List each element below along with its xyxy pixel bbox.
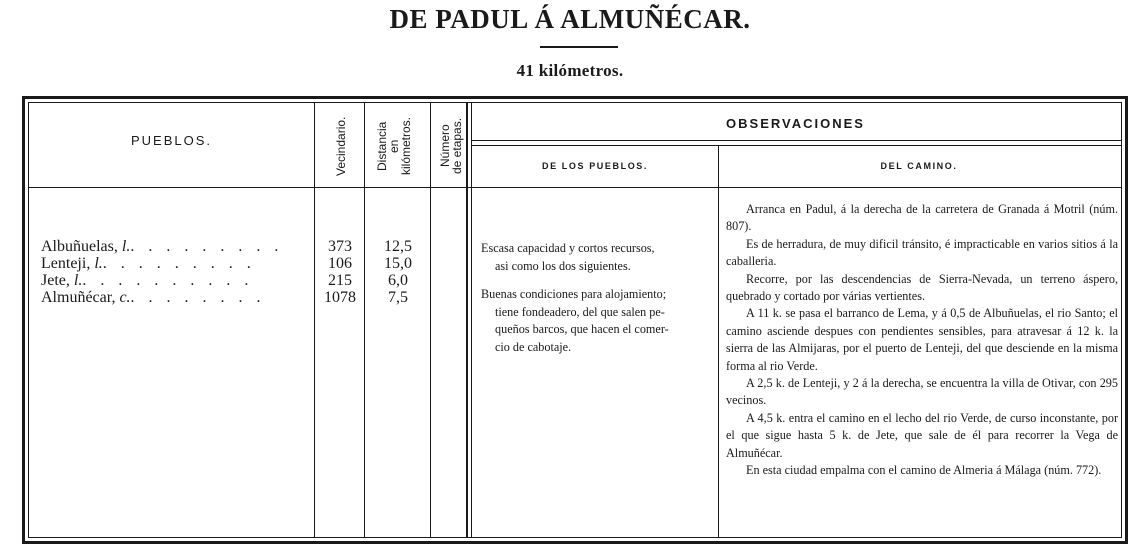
header-etapas bbox=[439, 109, 465, 183]
table-row bbox=[29, 289, 469, 306]
obs-camino-paragraph: En esta ciudad empalma con el camino de Almeria á Málaga (núm. 772). bbox=[746, 463, 1102, 478]
obs-camino-paragraph: Es de herradura, de muy dificil tránsito, é impracticable en varios sitios á la caballeria. bbox=[726, 236, 1118, 269]
vecindario-value: 106 bbox=[328, 255, 352, 272]
obs-header-rule-2 bbox=[472, 145, 1121, 146]
leader-dots: . . . . . . . . . bbox=[102, 255, 256, 272]
observaciones-pueblos bbox=[481, 240, 717, 367]
observaciones-camino bbox=[726, 201, 1118, 480]
pueblo-type: l. bbox=[73, 272, 83, 289]
pueblo-type: l. bbox=[121, 238, 131, 255]
table-row bbox=[29, 238, 469, 255]
route-table-inner bbox=[28, 102, 1122, 538]
pueblo-name-text: Almuñécar, bbox=[41, 289, 120, 306]
page-subtitle: 41 kilómetros. bbox=[516, 61, 624, 80]
page-title: DE PADUL Á ALMUÑÉCAR. bbox=[389, 4, 751, 34]
vecindario-value: 1078 bbox=[324, 289, 356, 306]
table-row bbox=[29, 272, 469, 289]
header-vecindario: Vecindario. bbox=[334, 116, 348, 176]
vecindario-value: 215 bbox=[328, 272, 352, 289]
header-etapas-line2: de etapas. bbox=[450, 117, 464, 175]
header-distancia bbox=[376, 109, 418, 183]
distancia-value: 15,0 bbox=[384, 255, 412, 272]
leader-dots: . . . . . . . . . bbox=[130, 238, 284, 255]
obs-pueblo-line: cio de cabotaje. bbox=[495, 339, 572, 354]
header-pueblos: PUEBLOS. bbox=[130, 133, 213, 148]
header-observaciones: OBSERVACIONES bbox=[726, 116, 865, 131]
distancia-value: 6,0 bbox=[388, 272, 408, 289]
obs-camino-paragraph: Recorre, por las descendencias de Sierra-Nevada, un terreno áspero, quebrado y cortado por várias vertientes. bbox=[726, 271, 1118, 304]
pueblo-type: c. bbox=[119, 289, 131, 306]
obs-pueblo-line: queños barcos, que hacen el comer- bbox=[495, 322, 669, 336]
leader-dots: . . . . . . . . . . bbox=[82, 272, 254, 289]
pueblo-type: l. bbox=[94, 255, 103, 272]
pueblo-name-text: Albuñuelas, bbox=[41, 238, 122, 255]
header-bottom-rule bbox=[29, 187, 1121, 188]
pueblo-name bbox=[41, 238, 311, 255]
col-divider-observaciones bbox=[718, 145, 719, 537]
pueblo-name bbox=[41, 255, 311, 272]
pueblo-name bbox=[41, 272, 311, 289]
distancia-value: 12,5 bbox=[384, 238, 412, 255]
obs-pueblo-paragraph bbox=[481, 240, 717, 275]
obs-pueblo-line: tiene fondeadero, del que salen pe- bbox=[495, 304, 665, 319]
title-rule bbox=[540, 46, 618, 48]
obs-pueblo-line: Buenas condiciones para alojamiento; bbox=[481, 287, 667, 301]
table-row bbox=[29, 255, 469, 272]
header-distancia-line2: en bbox=[387, 139, 401, 153]
obs-pueblo-line: Escasa capacidad y cortos recursos, bbox=[481, 241, 655, 255]
obs-camino-paragraph: A 11 k. se pasa el barranco de Lema, y á 0,5 de Albuñuelas, el rio Santo; el camino asciende despues con pendientes sensibles, para atravesar á 12 k. la sierra de las Almijaras, por el puerto de Lenteji, del que desciende en la misma forma al rio Verde. bbox=[726, 306, 1118, 373]
pueblo-name bbox=[41, 289, 311, 306]
obs-camino-paragraph: A 4,5 k. entra el camino en el lecho del rio Verde, de curso inconstante, por el que sigue hasta 5 k. de Jete, que sale de él para recorrer la Vega de Almuñécar. bbox=[726, 410, 1118, 460]
pueblo-name-text: Jete, bbox=[41, 272, 74, 289]
pueblo-name-text: Lenteji, bbox=[41, 255, 95, 272]
col-divider-distancia bbox=[430, 103, 431, 537]
header-etapas-line1: Número bbox=[438, 124, 452, 168]
route-table bbox=[22, 96, 1128, 544]
leader-dots: . . . . . . . . bbox=[130, 289, 266, 306]
obs-header-rule-1 bbox=[472, 140, 1121, 141]
col-divider-pueblos bbox=[314, 103, 315, 537]
obs-camino-paragraph: Arranca en Padul, á la derecha de la carretera de Granada á Motril (núm. 807). bbox=[726, 202, 1118, 234]
vecindario-value: 373 bbox=[328, 238, 352, 255]
header-distancia-line3: kilómetros. bbox=[399, 117, 413, 176]
col-divider-vecindario bbox=[364, 103, 365, 537]
obs-camino-paragraph: A 2,5 k. de Lenteji, y 2 á la derecha, se encuentra la villa de Otivar, con 295 vecinos. bbox=[726, 376, 1118, 408]
obs-pueblo-line: asi como los dos siguientes. bbox=[495, 258, 631, 273]
header-distancia-line1: Distancia bbox=[375, 121, 389, 171]
col-divider-etapas bbox=[466, 103, 468, 537]
header-de-los-pueblos: DE LOS PUEBLOS. bbox=[541, 161, 648, 171]
distancia-value: 7,5 bbox=[388, 289, 408, 306]
obs-pueblo-paragraph bbox=[481, 286, 717, 356]
header-del-camino: DEL CAMINO. bbox=[880, 161, 958, 171]
